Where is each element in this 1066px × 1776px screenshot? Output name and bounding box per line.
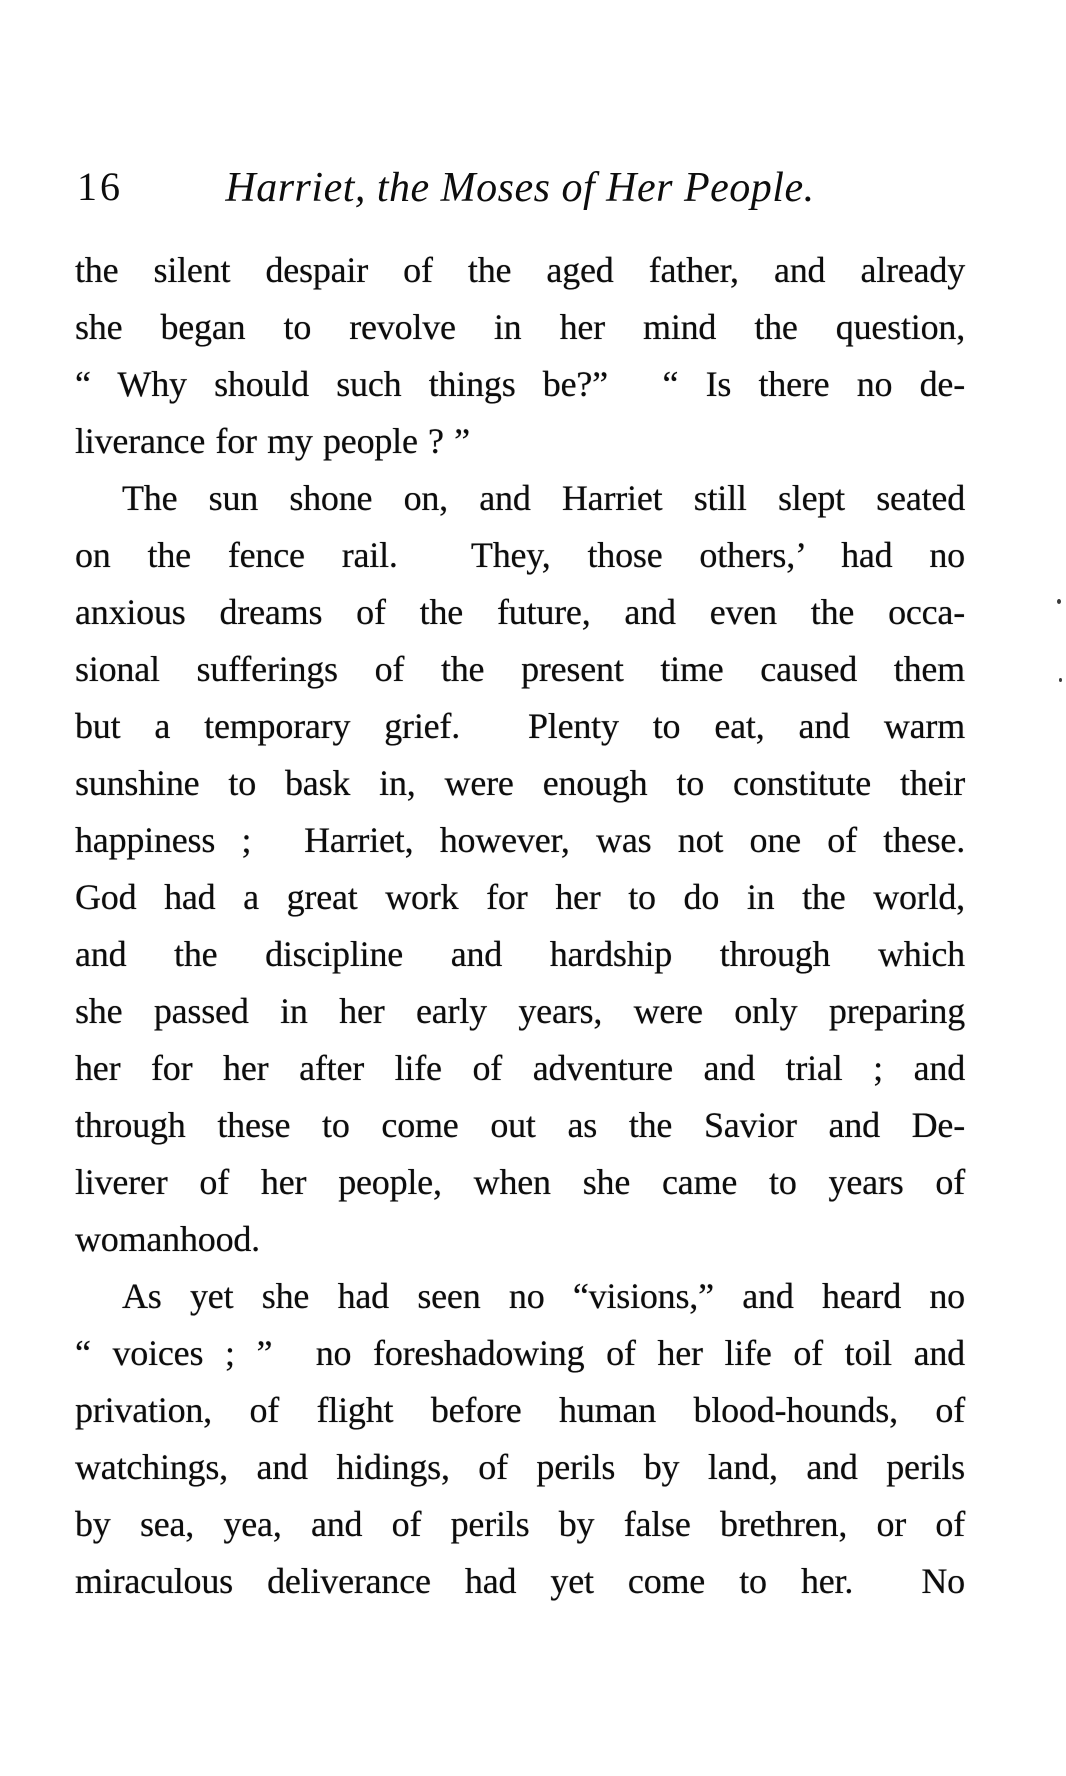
- text-line: but a temporary grief. Plenty to eat, and warm: [75, 706, 965, 746]
- page-header: [75, 160, 965, 216]
- text-line: her for her after life of adventure and trial ; and: [75, 1048, 965, 1088]
- text-line: sunshine to bask in, were enough to constitute their: [75, 763, 965, 803]
- text-line: anxious dreams of the future, and even the occa-: [75, 592, 965, 632]
- text-line: “ voices ; ” no foreshadowing of her life of toil and: [75, 1333, 965, 1373]
- text-line: by sea, yea, and of perils by false brethren, or of: [75, 1504, 965, 1544]
- text-line: liverer of her people, when she came to years of: [75, 1162, 965, 1202]
- running-head: Harriet, the Moses of Her People.: [225, 165, 815, 211]
- text-line: watchings, and hidings, of perils by land, and perils: [75, 1447, 965, 1487]
- body-text: [75, 242, 965, 1610]
- text-line: liverance for my people ? ”: [75, 421, 470, 461]
- text-line: “ Why should such things be?” “ Is there no de-: [75, 364, 965, 404]
- scan-speck: [1057, 599, 1061, 604]
- text-line: on the fence rail. They, those others,’ had no: [75, 535, 965, 575]
- text-line: through these to come out as the Savior and De-: [75, 1105, 965, 1145]
- scan-speck: [1059, 678, 1062, 682]
- text-line: happiness ; Harriet, however, was not one of these.: [75, 820, 965, 860]
- text-line: privation, of flight before human blood-hounds, of: [75, 1390, 965, 1430]
- text-line: miraculous deliverance had yet come to her. No: [75, 1561, 965, 1601]
- text-line: womanhood.: [75, 1219, 260, 1259]
- text-line: she began to revolve in her mind the question,: [75, 307, 965, 347]
- page-number: 16: [77, 164, 123, 209]
- text-line: sional sufferings of the present time caused them: [75, 649, 965, 689]
- text-line: The sun shone on, and Harriet still slept seated: [122, 478, 965, 518]
- text-line: and the discipline and hardship through which: [75, 934, 965, 974]
- text-line: As yet she had seen no “visions,” and heard no: [122, 1276, 965, 1316]
- text-line: God had a great work for her to do in the world,: [75, 877, 965, 917]
- text-line: the silent despair of the aged father, and already: [75, 250, 965, 290]
- text-line: she passed in her early years, were only preparing: [75, 991, 965, 1031]
